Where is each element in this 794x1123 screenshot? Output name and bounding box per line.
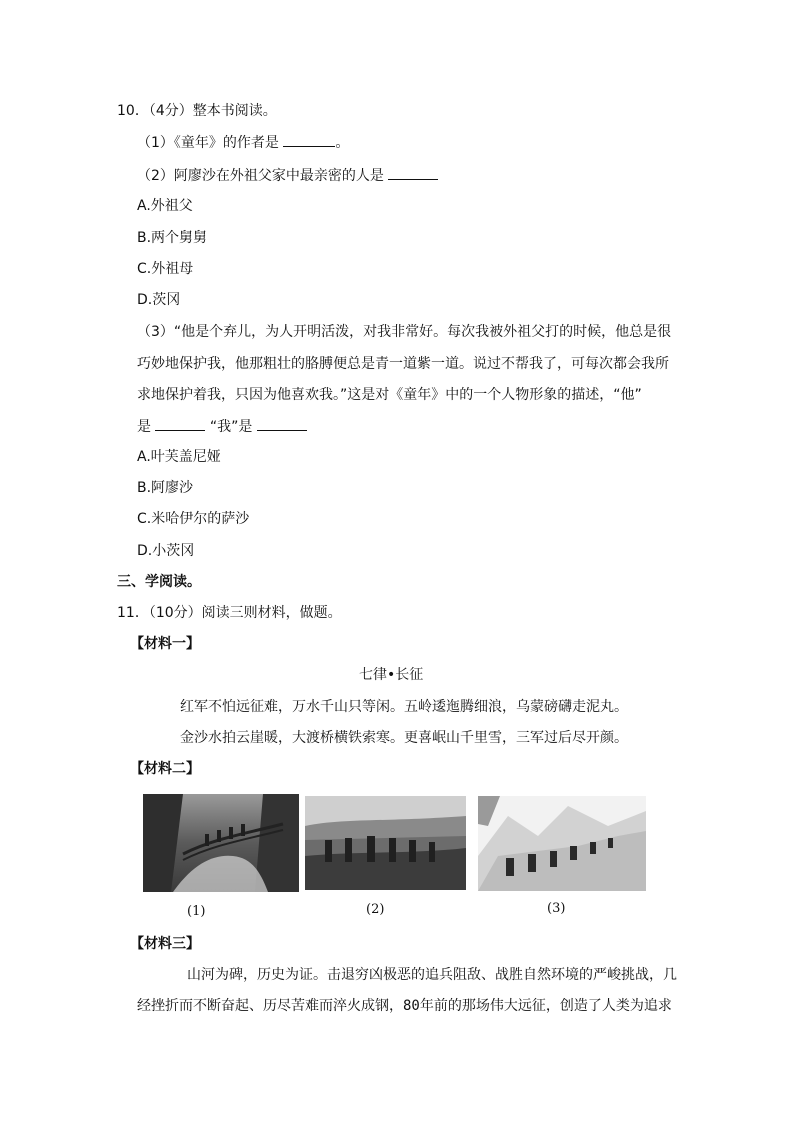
q10-sub3-text: 是 (137, 419, 151, 435)
material3-text: 年前的那场伟大远征，创造了人类为追求 (419, 998, 672, 1014)
photo-snow-mountain (478, 796, 646, 891)
poem-title: 七律•长征 (359, 667, 424, 683)
q10-sub2 (137, 165, 438, 186)
q10-sub1-text: （1）《童年》的作者是 (137, 135, 279, 151)
q10-sub3-line: 巧妙地保护我，他那粗壮的胳膊便总是青一道紫一道。说过不帮我了，可每次都会我所 (137, 356, 669, 372)
material3-line: 山河为碑，历史为证。击退穷凶极恶的追兵阻敌、战胜自然环境的严峻挑战，几 (187, 967, 677, 983)
poem-line: 金沙水拍云崖暖，大渡桥横铁索寒。更喜岷山千里雪，三军过后尽开颜。 (180, 730, 628, 746)
answer-blank[interactable] (283, 132, 335, 147)
q10-sub1 (137, 132, 349, 153)
q10-sub3-line (137, 416, 307, 437)
material3-number: 80 (403, 998, 420, 1014)
photo-bridge (143, 794, 299, 892)
q10-sub3-line: （3）“他是个弃儿，为人开明活泼，对我非常好。每次我被外祖父打的时候，他总是很 (137, 324, 672, 340)
q11-header: 11．（10分）阅读三则材料，做题。 (117, 605, 342, 621)
option-item[interactable]: D.茨冈 (137, 292, 181, 308)
q10-sub3-text: “我”是 (209, 419, 253, 435)
poem-line: 红军不怕远征难，万水千山只等闲。五岭逶迤腾细浪，乌蒙磅礴走泥丸。 (180, 699, 628, 715)
q10-header: 10．（4分）整本书阅读。 (117, 103, 277, 119)
q10-sub1-end: 。 (335, 135, 350, 151)
option-item[interactable]: A.叶芙盖尼娅 (137, 449, 221, 465)
q10-sub2-text: （2）阿廖沙在外祖父家中最亲密的人是 (137, 168, 384, 184)
answer-blank[interactable] (155, 416, 205, 431)
material1-label: 【材料一】 (130, 636, 200, 652)
photo-caption: (2) (366, 902, 385, 917)
option-item[interactable]: D.小茨冈 (137, 543, 195, 559)
option-item[interactable]: B.阿廖沙 (137, 480, 194, 496)
q10-sub3-line: 求地保护着我，只因为他喜欢我。”这是对《童年》中的一个人物形象的描述，“他” (137, 387, 642, 403)
answer-blank[interactable] (257, 416, 307, 431)
option-item[interactable]: A.外祖父 (137, 198, 193, 214)
photo-caption: (1) (187, 904, 206, 919)
material3-line (137, 996, 672, 1016)
photo-caption: (3) (547, 901, 566, 916)
option-item[interactable]: C.外祖母 (137, 261, 194, 277)
material3-text: 经挫折而不断奋起、历尽苦难而淬火成钢， (137, 998, 403, 1014)
option-item[interactable]: B.两个舅舅 (137, 230, 208, 246)
section-title: 三、学阅读。 (117, 574, 201, 590)
material2-label: 【材料二】 (130, 761, 200, 777)
photo-march (305, 796, 466, 890)
option-item[interactable]: C.米哈伊尔的萨沙 (137, 511, 250, 527)
material3-label: 【材料三】 (130, 936, 200, 952)
answer-blank[interactable] (388, 165, 438, 180)
